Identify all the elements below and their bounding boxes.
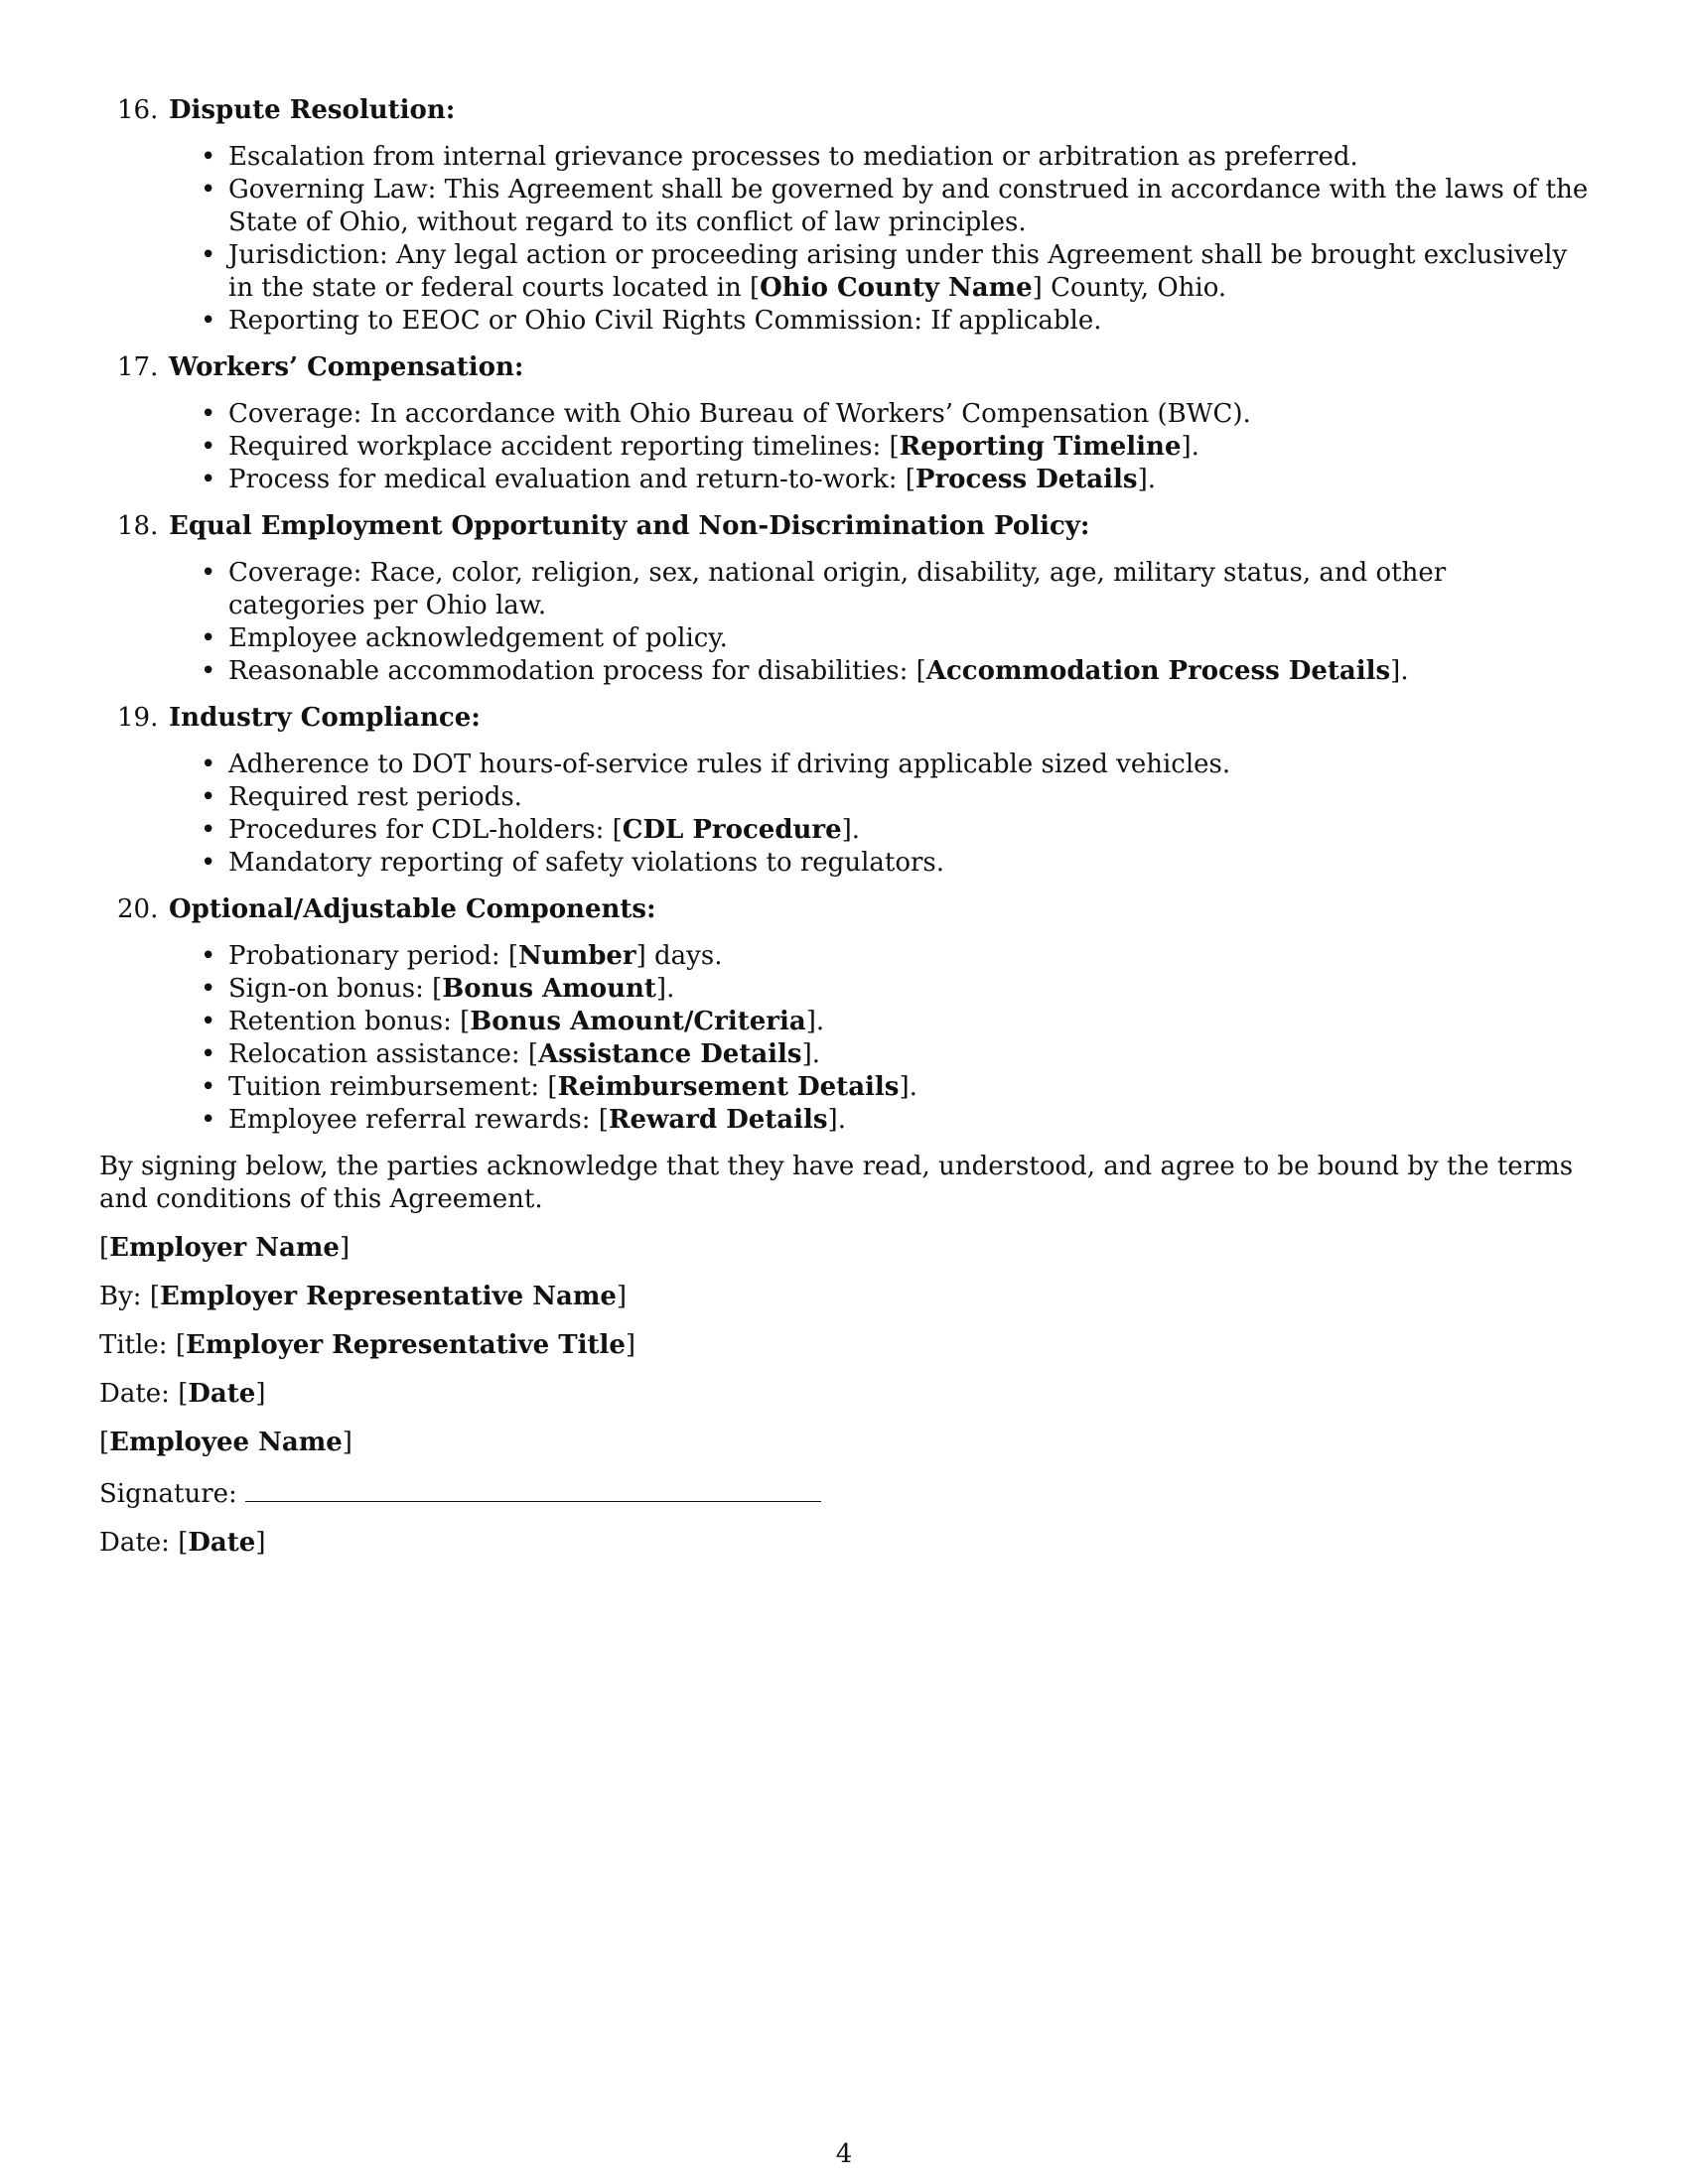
list-item [228,239,1589,305]
section [99,351,1589,496]
item-text: Adherence to DOT hours-of-service rules if driving applicable sized vehicles. [228,750,1231,779]
section-items [99,141,1589,338]
item-text: Governing Law: This Agreement shall be governed by and construed in accordance with the laws of the State of Ohio, without regard to its conflict of law principles. [228,175,1589,237]
item-placeholder: Ohio County Name [760,273,1033,303]
section-number: 16. [117,95,159,125]
section-title: Industry Compliance: [169,703,481,733]
item-text: Tuition reimbursement: [ [228,1072,558,1102]
item-text-tail: ]. [655,974,675,1004]
list-item [228,814,1589,847]
item-placeholder: CDL Procedure [622,815,842,845]
item-placeholder: Reimbursement Details [557,1072,900,1102]
page-number: 4 [835,2139,853,2169]
section-heading [99,702,1589,735]
item-text: Coverage: In accordance with Ohio Bureau of Workers’ Compensation (BWC). [228,399,1251,429]
list-item [228,141,1589,174]
list-item [228,847,1589,880]
item-text: Relocation assistance: [ [228,1039,539,1069]
item-text-tail: ]. [801,1039,820,1069]
list-item [228,781,1589,814]
closing-paragraph: By signing below, the parties acknowledge that they have read, understood, and agree to be bound by the terms and conditions of this Agreement. [99,1152,1574,1214]
list-item [228,1006,1589,1038]
by-label: By: [99,1282,142,1311]
section [99,94,1589,338]
section-number: 19. [117,703,159,733]
employer-title-line: Title: [Employer Representative Title] [99,1330,636,1360]
item-placeholder: Process Details [914,465,1138,494]
list-item [228,431,1589,464]
list-item [228,655,1589,688]
list-item [228,305,1589,338]
item-text: Procedures for CDL-holders: [ [228,815,623,845]
title-label: Title: [99,1330,168,1360]
item-text: Jurisdiction: Any legal action or proceeding arising under this Agreement shall be brought exclusively in the state or federal courts located in [ [228,240,1568,303]
item-placeholder: Bonus Amount/Criteria [470,1007,806,1036]
item-text: Sign-on bonus: [ [228,974,443,1004]
section-items [99,557,1589,688]
item-text-tail: ] days. [635,941,723,971]
employer-rep-name: Employer Representative Name [159,1282,617,1311]
employee-date-line: Date: [Date] [99,1528,266,1558]
item-text-tail: ]. [827,1105,846,1135]
item-text: Process for medical evaluation and return-to-work: [ [228,465,915,494]
section-items [99,940,1589,1137]
employer-date: Date [188,1379,256,1409]
item-text: Employee acknowledgement of policy. [228,623,728,653]
item-text-tail: ]. [899,1072,917,1102]
item-text-tail: ]. [805,1007,825,1036]
item-placeholder: Number [518,941,636,971]
section-title: Workers’ Compensation: [169,352,524,382]
employer-rep-line: By: [Employer Representative Name] [99,1282,628,1311]
section-heading [99,94,1589,127]
item-text-tail: ]. [1390,656,1409,686]
list-item [228,940,1589,973]
section-heading [99,351,1589,384]
signature-blank[interactable] [245,1475,821,1502]
section-number: 18. [117,511,159,541]
employee-date-label: Date: [99,1528,170,1558]
item-placeholder: Accommodation Process Details [925,656,1391,686]
item-placeholder: Assistance Details [538,1039,802,1069]
employer-name: Employer Name [109,1233,340,1263]
section-heading [99,893,1589,926]
item-text: Coverage: Race, color, religion, sex, national origin, disability, age, military status, and other categories per Ohio law. [228,558,1447,620]
section-items [99,398,1589,496]
item-text: Employee referral rewards: [ [228,1105,609,1135]
employer-rep-title: Employer Representative Title [186,1330,626,1360]
item-text: Mandatory reporting of safety violations to regulators. [228,848,945,878]
employer-name-line: [Employer Name] [99,1233,351,1263]
item-text-tail: ]. [1181,432,1199,462]
list-item [228,557,1589,622]
section-title: Dispute Resolution: [169,95,456,125]
list-item [228,749,1589,781]
list-item [228,622,1589,655]
list-item [228,1071,1589,1104]
employee-name-line: [Employee Name] [99,1428,352,1457]
item-text: Reporting to EEOC or Ohio Civil Rights Commission: If applicable. [228,306,1102,336]
item-text: Escalation from internal grievance processes to mediation or arbitration as preferred. [228,142,1358,172]
list-item [228,398,1589,431]
list-item [228,174,1589,239]
list-item [228,973,1589,1006]
section [99,510,1589,688]
item-text-tail: ]. [1137,465,1156,494]
item-text: Retention bonus: [ [228,1007,471,1036]
item-placeholder: Reporting Timeline [899,432,1182,462]
item-text: Probationary period: [ [228,941,519,971]
employee-date: Date [188,1528,256,1558]
section-title: Equal Employment Opportunity and Non-Discrimination Policy: [169,511,1090,541]
section [99,702,1589,880]
signature-line [99,1475,1589,1511]
section-heading [99,510,1589,543]
list-item [228,1038,1589,1071]
sections-list [99,94,1589,1137]
signature-label: Signature: [99,1479,237,1509]
list-item [228,464,1589,496]
employer-date-line: Date: [Date] [99,1379,266,1409]
item-text-tail: ]. [841,815,861,845]
item-text: Reasonable accommodation process for disabilities: [ [228,656,926,686]
employee-name: Employee Name [109,1428,343,1457]
section-number: 17. [117,352,159,382]
section-items [99,749,1589,880]
list-item [228,1104,1589,1137]
item-placeholder: Reward Details [608,1105,828,1135]
section-number: 20. [117,894,159,924]
item-placeholder: Bonus Amount [442,974,656,1004]
item-text-tail: ] County, Ohio. [1032,273,1227,303]
date-label: Date: [99,1379,170,1409]
document-page [99,94,1589,1575]
section [99,893,1589,1137]
section-title: Optional/Adjustable Components: [169,894,656,924]
item-text: Required workplace accident reporting timelines: [ [228,432,900,462]
item-text: Required rest periods. [228,782,522,812]
